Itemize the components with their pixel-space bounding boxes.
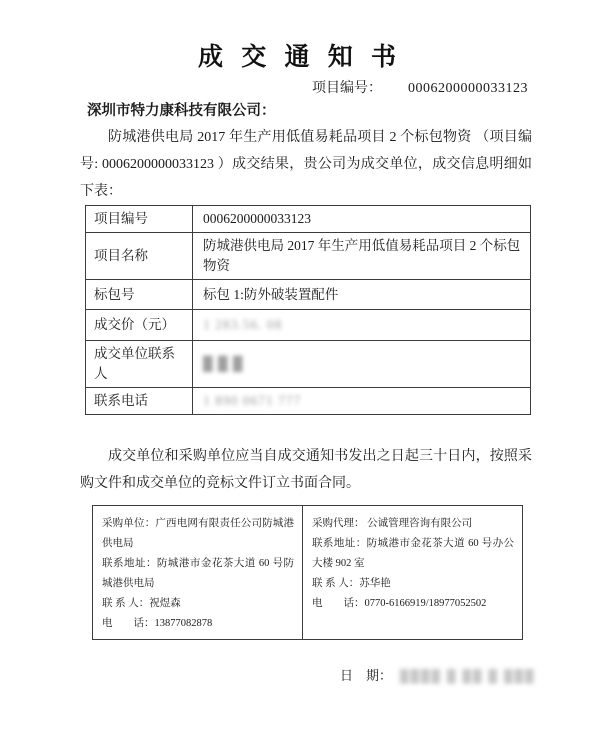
date-value-redacted: ████ █ ██ █ ███ (400, 669, 536, 683)
purchaser-phone: 电 话：13877082878 (102, 618, 213, 629)
row-value-redacted: 1 283.56. 08 (193, 310, 531, 341)
row-label: 成交单位联系人 (86, 341, 193, 388)
agent-phone: 电 话：0770-6166919/18977052502 (312, 598, 487, 609)
row-label: 项目名称 (86, 233, 193, 280)
row-value-redacted: 1 890 0671 777 (193, 388, 531, 415)
table-row (86, 280, 531, 310)
row-label: 联系电话 (86, 388, 193, 415)
purchaser-cell (93, 506, 303, 640)
table-row (86, 310, 531, 341)
row-value: 标包 1:防外破装置配件 (193, 280, 531, 310)
project-number-label: 项目编号： (312, 81, 382, 96)
purchaser-contact: 联 系 人：祝煜森 (102, 598, 181, 609)
contact-info-table (92, 505, 523, 640)
row-label: 成交价（元） (86, 310, 193, 341)
purchaser-address: 联系地址：防城港市金花茶大道 60 号防城港供电局 (102, 558, 294, 589)
recipient-company: 深圳市特力康科技有限公司： (87, 103, 276, 119)
document-title: 成 交 通 知 书 (197, 44, 402, 71)
award-info-table (85, 205, 531, 415)
award-result-paragraph: 防城港供电局 2017 年生产用低值易耗品项目 2 个标包物资 （项目编号: 0006200000033123 ）成交结果，贵公司为成交单位，成交信息明细如下表： (80, 130, 532, 199)
date-label: 日 期： (340, 668, 393, 683)
table-row (86, 388, 531, 415)
project-number-line (0, 79, 600, 98)
agent-unit: 采购代理： 公诚管理咨询有限公司 (312, 518, 473, 529)
row-label: 项目编号 (86, 206, 193, 233)
table-row (86, 341, 531, 388)
date-line (340, 666, 600, 686)
row-value-redacted: █ █ █ (193, 341, 531, 388)
project-number-value: 0006200000033123 (408, 81, 528, 96)
row-label: 标包号 (86, 280, 193, 310)
agent-contact: 联 系 人：苏华艳 (312, 578, 391, 589)
table-row (86, 206, 531, 233)
table-row (93, 506, 523, 640)
row-value: 防城港供电局 2017 年生产用低值易耗品项目 2 个标包物资 (193, 233, 531, 280)
agent-cell (303, 506, 523, 640)
table-row (86, 233, 531, 280)
purchaser-unit: 采购单位：广西电网有限责任公司防城港供电局 (102, 518, 294, 549)
row-value: 0006200000033123 (193, 206, 531, 233)
contract-terms-paragraph: 成交单位和采购单位应当自成交通知书发出之日起三十日内，按照采购文件和成交单位的竞标文件订立书面合同。 (80, 449, 532, 491)
agent-address: 联系地址：防城港市金花茶大道 60 号办公大楼 902 室 (312, 538, 514, 569)
